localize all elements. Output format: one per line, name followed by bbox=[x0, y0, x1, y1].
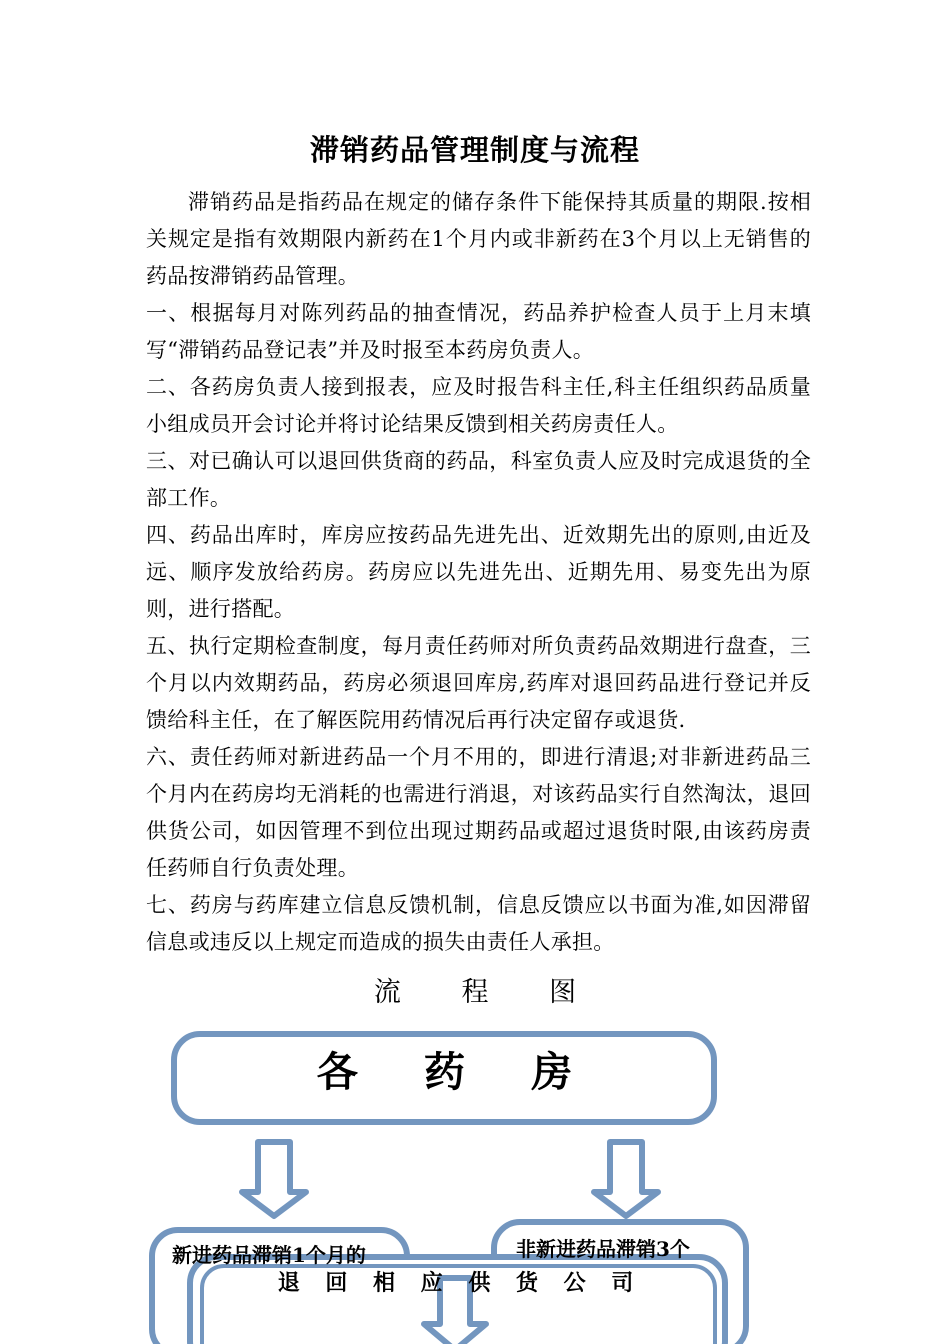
document-title: 滞销药品管理制度与流程 bbox=[309, 133, 640, 167]
down-arrow-left bbox=[242, 1142, 306, 1216]
paragraph-7: 七、药房与药库建立信息反馈机制，信息反馈应以书面为准,如因滞留信息或违反以上规定而造成的损失由责任人承担。 bbox=[146, 893, 811, 954]
paragraph-4: 四、药品出库时，库房应按药品先进先出、近效期先出的原则,由近及远、顺序发放给药房。药房应以先进先出、近期先用、易变先出为原则，进行搭配。 bbox=[146, 523, 811, 621]
flowchart-heading: 流 程 图 bbox=[373, 977, 603, 1008]
document-body bbox=[146, 184, 811, 961]
left-box-label: 新进药品滞销1个月的 bbox=[172, 1243, 366, 1267]
bottom-box-label: 退 回 相 应 供 货 公 司 bbox=[277, 1270, 643, 1296]
paragraph-5: 五、执行定期检查制度，每月责任药师对所负责药品效期进行盘查，三个月以内效期药品，药房必须退回库房,药库对退回药品进行登记并反馈给科主任，在了解医院用药情况后再行决定留存或退货. bbox=[146, 634, 811, 732]
down-arrow-right bbox=[594, 1142, 658, 1216]
paragraph-intro: 滞销药品是指药品在规定的储存条件下能保持其质量的期限.按相关规定是指有效期限内新药在1个月内或非新药在3个月以上无销售的药品按滞销药品管理。 bbox=[146, 190, 811, 288]
paragraph-6: 六、责任药师对新进药品一个月不用的，即进行清退;对非新进药品三个月内在药房均无消耗的也需进行消退，对该药品实行自然淘汰，退回供货公司，如因管理不到位出现过期药品或超过退货时限,由该药房责任药师自行负责处理。 bbox=[146, 745, 811, 880]
paragraph-3: 三、对已确认可以退回供货商的药品，科室负责人应及时完成退货的全部工作。 bbox=[146, 449, 811, 510]
right-box-label: 非新进药品滞销3个 bbox=[516, 1237, 690, 1261]
paragraph-1: 一、根据每月对陈列药品的抽查情况，药品养护检查人员于上月末填写“滞销药品登记表”并及时报至本药房负责人。 bbox=[146, 301, 811, 362]
paragraph-2: 二、各药房负责人接到报表，应及时报告科主任,科主任组织药品质量小组成员开会讨论并将讨论结果反馈到相关药房责任人。 bbox=[146, 375, 811, 436]
top-box-label: 各 药 房 bbox=[316, 1048, 599, 1096]
